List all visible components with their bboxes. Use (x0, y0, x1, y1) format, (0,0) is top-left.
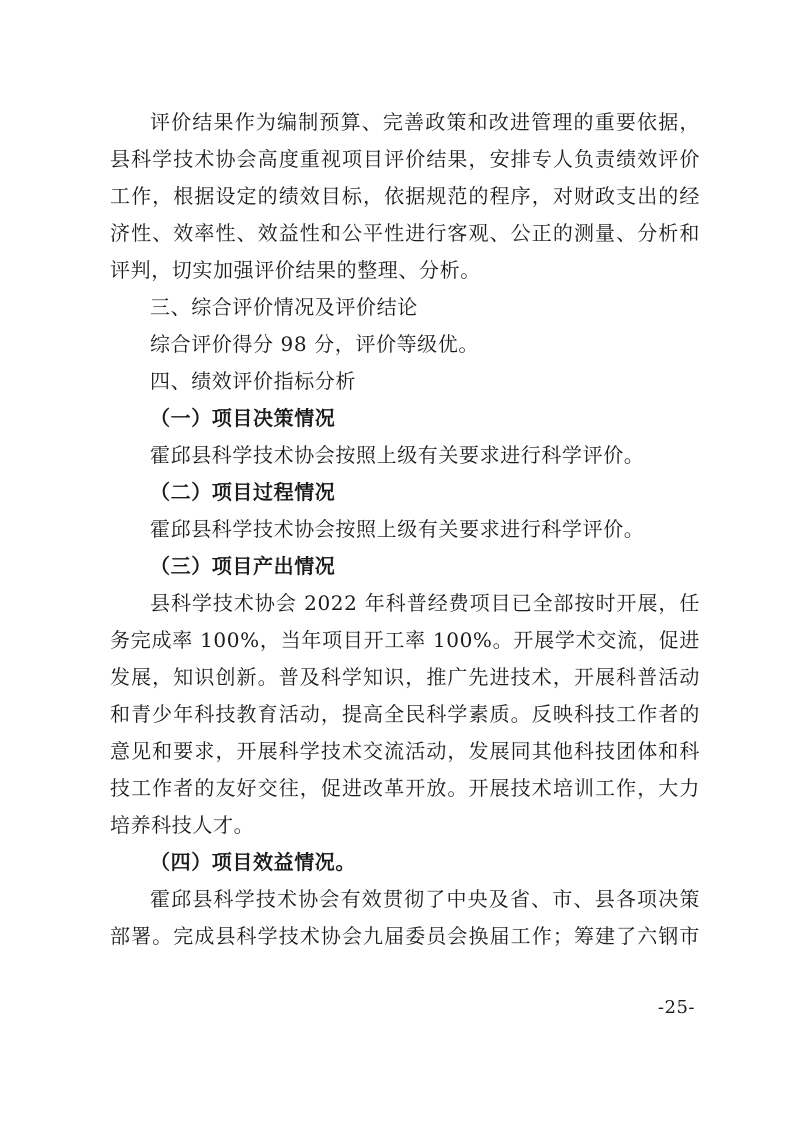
paragraph-line: 务完成率 100%，当年项目开工率 100%。开展学术交流，促进 (110, 628, 700, 652)
document-body (110, 104, 700, 955)
paragraph-line: 发展，知识创新。普及科学知识，推广先进技术，开展科普活动 (110, 665, 700, 689)
paragraph-line: 部署。完成县科学技术协会九届委员会换届工作；筹建了六钢市 (110, 924, 700, 948)
paragraph-line: 评判，切实加强评价结果的整理、分析。 (110, 258, 481, 282)
paragraph-line: 意见和要求，开展科学技术交流活动，发展同其他科技团体和科 (110, 739, 700, 763)
sub-heading-benefit: （四）项目效益情况。 (150, 850, 356, 874)
section-heading-3: 三、综合评价情况及评价结论 (150, 295, 418, 319)
paragraph-line: 县科学技术协会 2022 年科普经费项目已全部按时开展，任 (150, 591, 700, 615)
sub-heading-process: （二）项目过程情况 (150, 480, 336, 504)
paragraph-line: 霍邱县科学技术协会按照上级有关要求进行科学评价。 (150, 517, 645, 541)
paragraph-line: 县科学技术协会高度重视项目评价结果，安排专人负责绩效评价 (110, 147, 700, 171)
paragraph-line: 培养科技人才。 (110, 813, 255, 837)
page-number: -25- (657, 997, 695, 1018)
paragraph-line: 济性、效率性、效益性和公平性进行客观、公正的测量、分析和 (110, 221, 700, 245)
paragraph-line: 和青少年科技教育活动，提高全民科学素质。反映科技工作者的 (110, 702, 700, 726)
paragraph-line: 霍邱县科学技术协会有效贯彻了中央及省、市、县各项决策 (150, 887, 700, 911)
section-heading-4: 四、绩效评价指标分析 (150, 369, 356, 393)
paragraph-line: 工作，根据设定的绩效目标，依据规范的程序，对财政支出的经 (110, 184, 700, 208)
paragraph-line: 综合评价得分 98 分，评价等级优。 (150, 332, 479, 356)
sub-heading-decision: （一）项目决策情况 (150, 406, 336, 430)
paragraph-line: 评价结果作为编制预算、完善政策和改进管理的重要依据， (150, 110, 700, 134)
sub-heading-output: （三）项目产出情况 (150, 554, 336, 578)
paragraph-line: 霍邱县科学技术协会按照上级有关要求进行科学评价。 (150, 443, 645, 467)
paragraph-line: 技工作者的友好交往，促进改革开放。开展技术培训工作，大力 (110, 776, 700, 800)
